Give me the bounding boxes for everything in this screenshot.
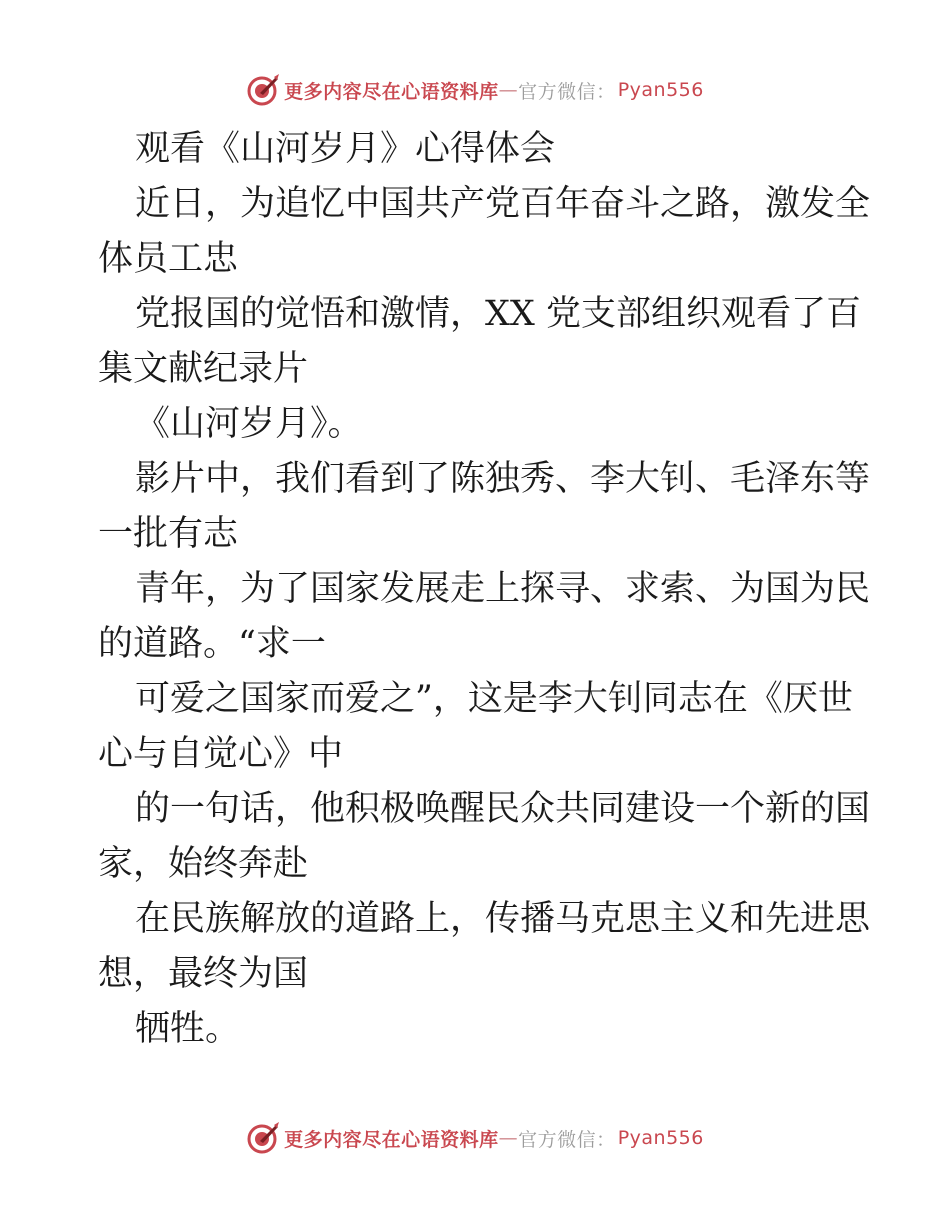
watermark-brand: 更多内容尽在心语资料库 <box>284 1128 499 1151</box>
text-line: 一批有志 <box>98 514 239 554</box>
header-watermark <box>0 70 950 110</box>
watermark-dash: — <box>498 79 519 101</box>
watermark-label: 官方微信： <box>518 1128 616 1151</box>
text-line: 《山河岁月》。 <box>135 404 363 444</box>
document-body <box>98 122 871 1057</box>
watermark-label: 官方微信： <box>518 80 616 103</box>
text-line: 近日，为追忆中国共产党百年奋斗之路，激发全 <box>135 184 871 224</box>
text-line: 在民族解放的道路上，传播马克思主义和先进思 <box>135 899 871 939</box>
footer-watermark <box>0 1118 950 1158</box>
text-line: 想，最终为国 <box>98 954 309 994</box>
text-line: 党报国的觉悟和激情，XX 党支部组织观看了百 <box>135 294 861 334</box>
document-title: 观看《山河岁月》心得体会 <box>135 129 556 169</box>
watermark-brand: 更多内容尽在心语资料库 <box>284 80 499 103</box>
watermark-dash: — <box>498 1127 519 1149</box>
text-line: 青年，为了国家发展走上探寻、求索、为国为民 <box>135 569 871 609</box>
quill-logo-icon <box>246 1121 280 1155</box>
text-line: 家，始终奔赴 <box>98 844 309 884</box>
text-line: 牺牲。 <box>135 1009 241 1049</box>
watermark-account: Pyan556 <box>617 79 704 101</box>
text-line: 影片中，我们看到了陈独秀、李大钊、毛泽东等 <box>135 459 871 499</box>
text-line: 体员工忠 <box>98 239 239 279</box>
text-line: 的道路。“求一 <box>98 624 326 664</box>
text-line: 的一句话，他积极唤醒民众共同建设一个新的国 <box>135 789 871 829</box>
text-line: 心与自觉心》中 <box>98 734 344 774</box>
text-line: 可爱之国家而爱之”，这是李大钊同志在《厌世 <box>135 679 853 719</box>
text-line: 集文献纪录片 <box>98 349 309 389</box>
watermark-account: Pyan556 <box>617 1127 704 1149</box>
quill-logo-icon <box>246 73 280 107</box>
